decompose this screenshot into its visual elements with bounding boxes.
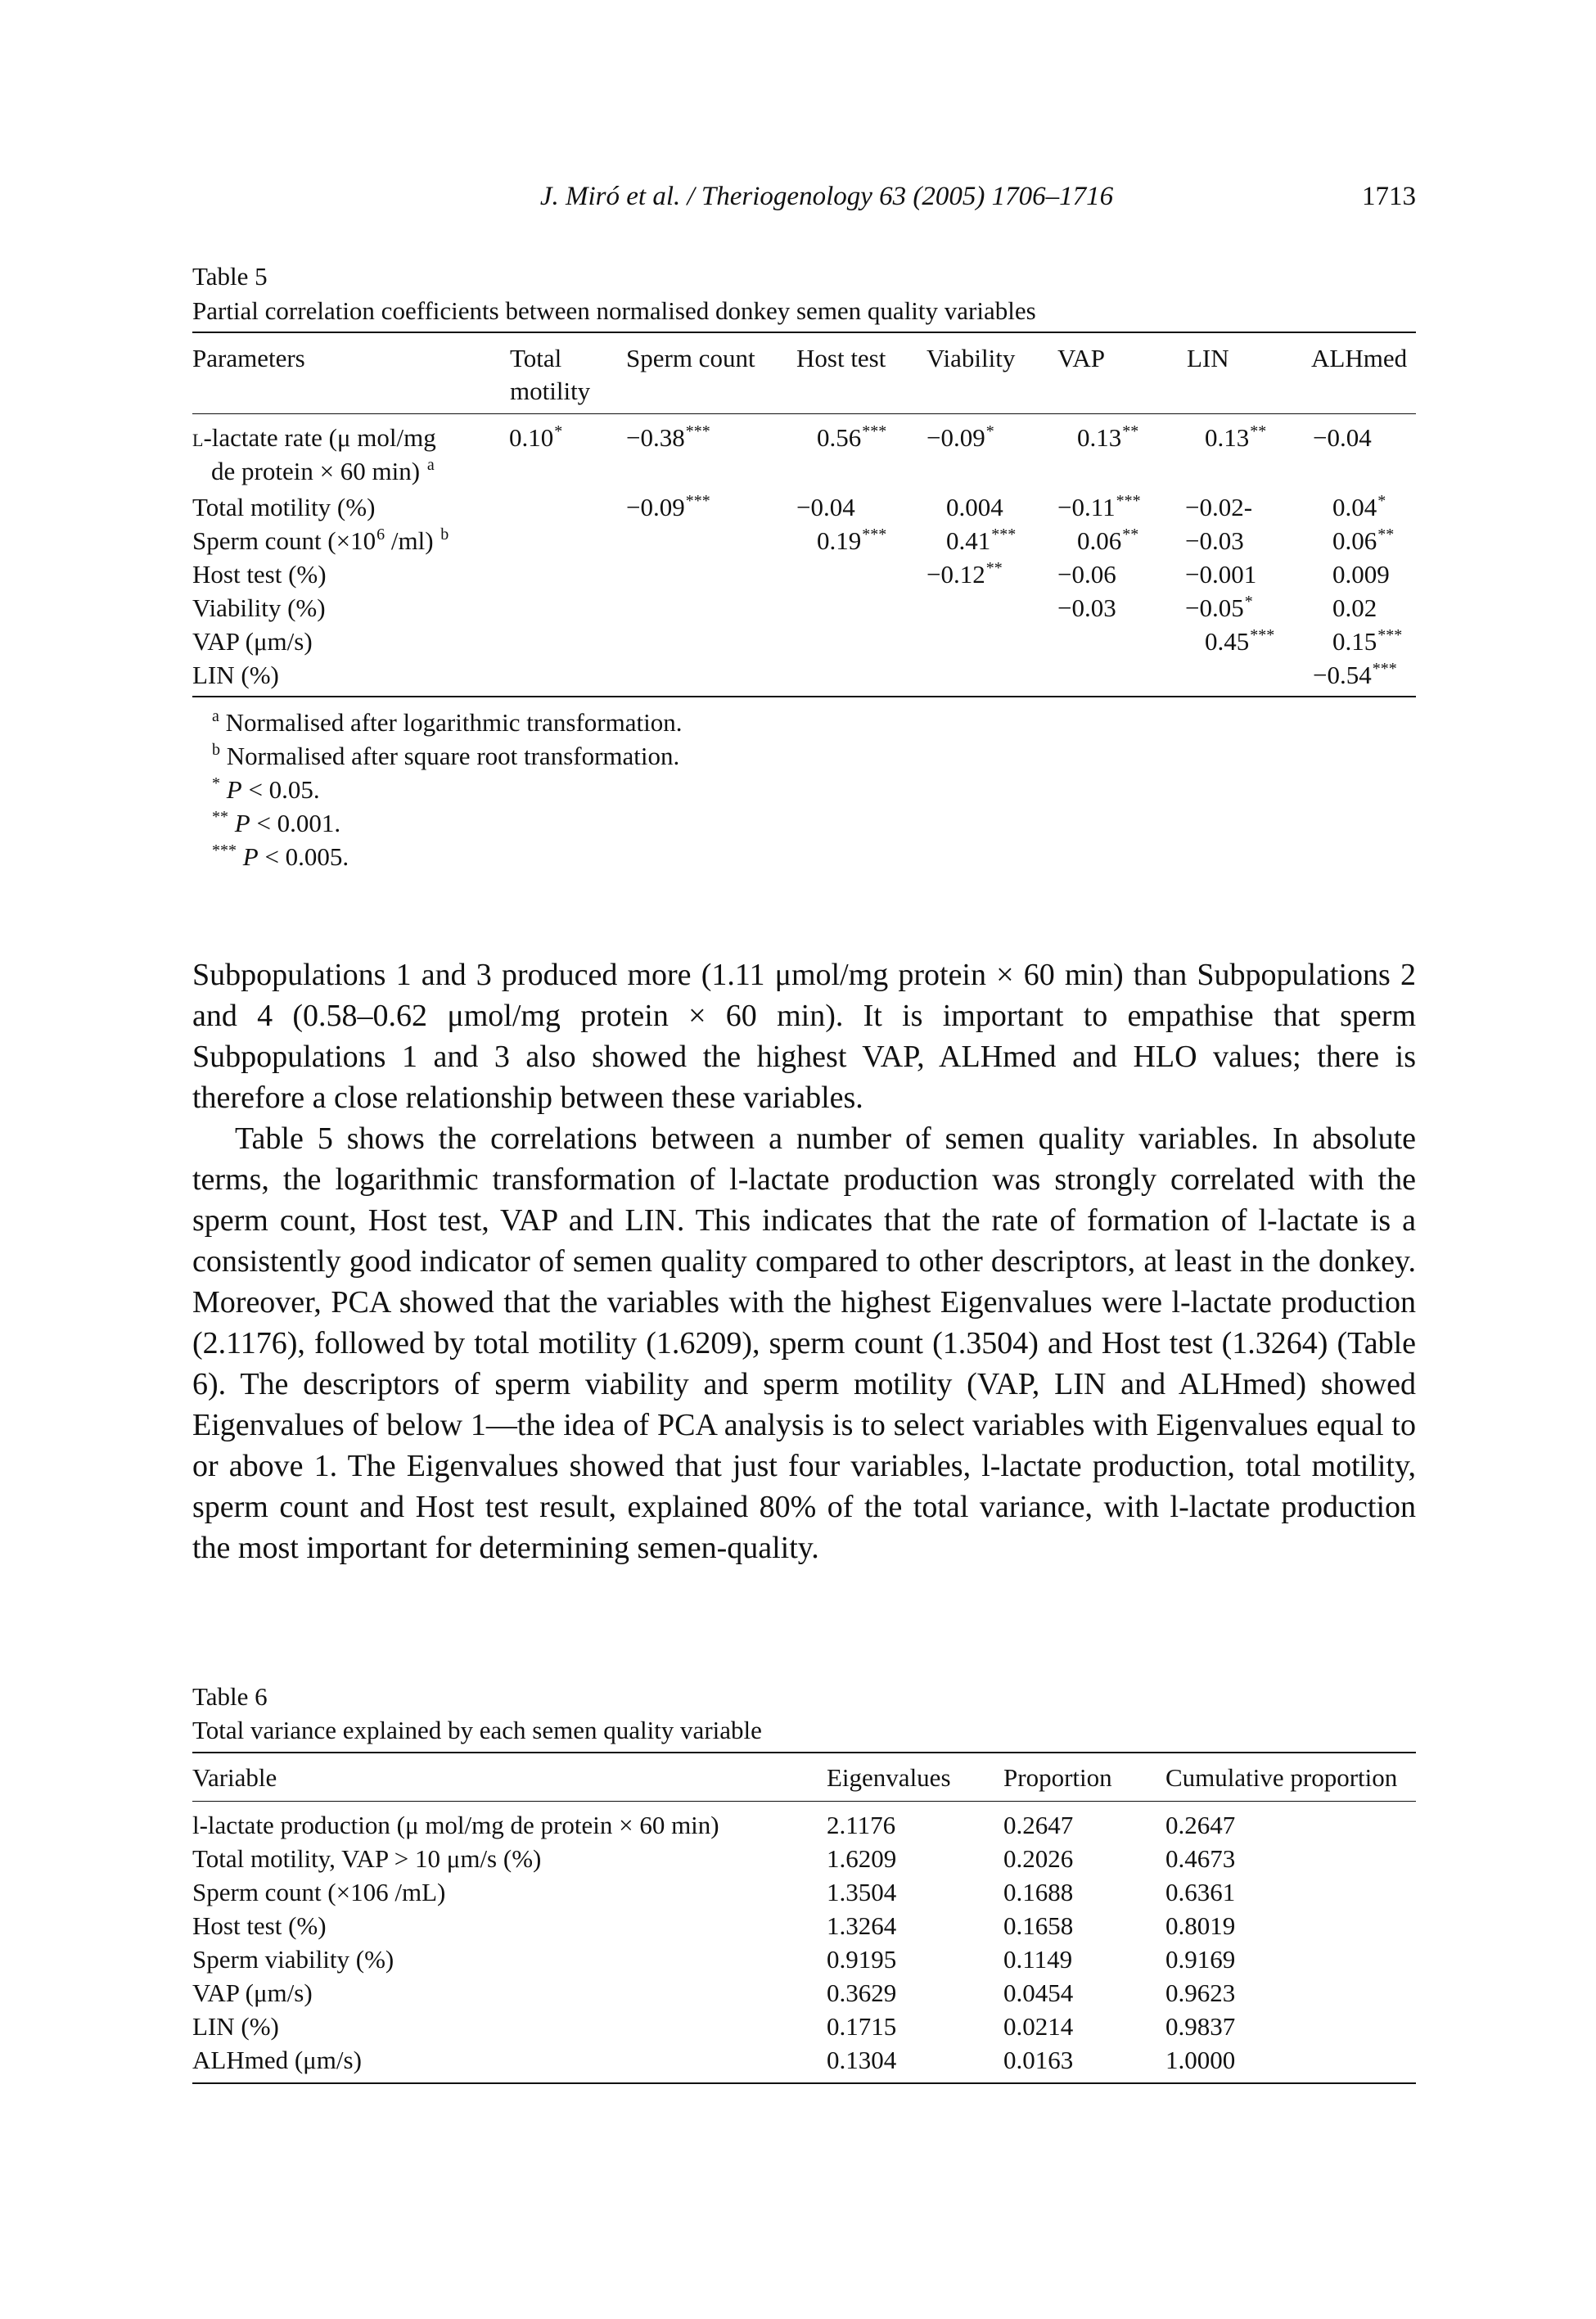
table5-cell: 0.06** (1332, 526, 1395, 555)
table5-bottom-rule (192, 696, 1416, 697)
table6-variable: Sperm count (×106 /mL) (192, 1878, 446, 1906)
table6-proportion: 0.1149 (1003, 1945, 1073, 1974)
table5-row-param: l-lactate rate (μ mol/mg (192, 423, 436, 452)
table6-cumulative: 0.9837 (1165, 2012, 1236, 2041)
table6-col-cumulative: Cumulative proportion (1165, 1763, 1398, 1792)
table6-top-rule (192, 1752, 1416, 1753)
table5-label: Table 5 (192, 262, 268, 291)
table6-variable: VAP (μm/s) (192, 1978, 313, 2007)
body-text (192, 954, 1416, 1568)
table6-variable: LIN (%) (192, 2012, 279, 2041)
table6-proportion: 0.1658 (1003, 1911, 1074, 1940)
table6-variable: Host test (%) (192, 1911, 327, 1940)
table6-variable: l-lactate production (μ mol/mg de protein × 60 min) (192, 1811, 719, 1839)
table5-footnote-b: $^b$ Normalised after square root transformation. (212, 741, 680, 770)
table5-row-param: Sperm count ($\times 10^6$ /ml) $^b$ (192, 526, 449, 555)
table6-proportion: 0.0454 (1003, 1978, 1074, 2007)
table6-col-eigenvalues: Eigenvalues (827, 1763, 951, 1792)
table5-cell: 0.13** (1205, 422, 1267, 452)
table5-row-param: Host test (%) (192, 560, 327, 589)
table6-col-variable: Variable (192, 1763, 277, 1792)
table5-footnote-p1: * P < 0.05. (212, 774, 320, 804)
table6-eigenvalue: 0.1304 (827, 2046, 897, 2074)
table6-eigenvalue: 0.9195 (827, 1945, 897, 1974)
table5-cell: 0.02 (1332, 593, 1377, 622)
table5-col-vap: VAP (1057, 344, 1106, 372)
table5-cell: −0.001 (1185, 560, 1257, 589)
table5-cell: −0.54*** (1313, 660, 1397, 689)
page-number: 1713 (1362, 182, 1416, 211)
table6-eigenvalue: 1.3264 (827, 1911, 897, 1940)
table5-cell: −0.04 (796, 493, 855, 521)
table6-cumulative: 0.9623 (1165, 1978, 1236, 2007)
table6-cumulative: 0.6361 (1165, 1878, 1236, 1906)
table5-footnote-a: $^a$ Normalised after logarithmic transformation. (212, 707, 683, 737)
paragraph-2: Table 5 shows the correlations between a number of semen quality variables. In absolute terms, the logarithmic transformation of l-lactate production was strongly correlated with the sperm count, Host test, VAP and LIN. This indicates that the rate of formation of l-lactate is a consistently good indicator of semen quality compared to other descriptors, at least in the donkey. Moreover, PCA showed that the variables with the highest Eigenvalues were l-lactate production (2.1176), followed by total motility (1.6209), sperm count (1.3504) and Host test (1.3264) (Table 6). The descriptors of sperm viability and sperm motility (VAP, LIN and ALHmed) showed Eigenvalues of below 1—the idea of PCA analysis is to select variables with Eigenvalues equal to or above 1. The Eigenvalues showed that just four variables, l-lactate production, total motility, sperm count and Host test result, explained 80% of the total variance, with l-lactate production the most important for determining semen-quality. (192, 1121, 1416, 1565)
table6-label: Table 6 (192, 1682, 268, 1711)
table5-cell: −0.03 (1185, 526, 1244, 555)
table6-header-rule (192, 1801, 1416, 1802)
table6-eigenvalue: 1.3504 (827, 1878, 897, 1906)
table5-row-param-cont: de protein × 60 min) $^a$ (211, 456, 435, 485)
table5-cell: 0.41*** (946, 526, 1017, 555)
table5-col-host-test: Host test (796, 344, 886, 372)
table5-cell: −0.09* (926, 422, 994, 452)
table5-footnote-p2: ** P < 0.001. (212, 808, 341, 837)
table5-caption: Partial correlation coefficients between normalised donkey semen quality variables (192, 296, 1036, 325)
table5-cell: −0.09*** (626, 492, 710, 521)
table5-cell: −0.02- (1185, 493, 1253, 521)
table5-cell: 0.19*** (817, 526, 887, 555)
table6-caption: Total variance explained by each semen quality variable (192, 1716, 762, 1744)
table5-footnote-p3: *** P < 0.005. (212, 841, 349, 871)
table5-row-param: Viability (%) (192, 593, 326, 622)
table5-cell: 0.15*** (1332, 626, 1403, 656)
table5-col-alhmed: ALHmed (1311, 344, 1408, 372)
table5-cell: 0.13** (1077, 422, 1139, 452)
table6-eigenvalue: 0.3629 (827, 1978, 897, 2007)
table6-proportion: 0.0214 (1003, 2012, 1074, 2041)
table5-cell: 0.06** (1077, 526, 1139, 555)
table6-proportion: 0.0163 (1003, 2046, 1074, 2074)
table5-cell: −0.04 (1313, 423, 1372, 452)
table6-variable: ALHmed (μm/s) (192, 2046, 362, 2074)
table5-cell: 0.009 (1332, 560, 1390, 589)
table5-header-rule (192, 413, 1416, 414)
table6-variable: Sperm viability (%) (192, 1945, 394, 1974)
table5-col-viability: Viability (926, 344, 1016, 372)
table5-col-lin: LIN (1187, 344, 1229, 372)
table5-col-total-motility: Total motility (510, 344, 591, 405)
table5-cell: 0.56*** (817, 422, 887, 452)
table5-col-parameters: Parameters (192, 344, 305, 372)
table6-proportion: 0.2647 (1003, 1811, 1074, 1839)
table6-proportion: 0.2026 (1003, 1844, 1074, 1873)
table6-proportion: 0.1688 (1003, 1878, 1074, 1906)
table5-row-param: VAP (μm/s) (192, 627, 313, 656)
table6-cumulative: 0.2647 (1165, 1811, 1236, 1839)
table5-cell: −0.06 (1057, 560, 1116, 589)
table6-cumulative: 0.4673 (1165, 1844, 1236, 1873)
table5-cell: 0.004 (946, 493, 1003, 521)
table6-eigenvalue: 1.6209 (827, 1844, 897, 1873)
table5-cell: −0.05* (1185, 593, 1253, 622)
table5-row-param: LIN (%) (192, 661, 279, 689)
table5-cell: −0.11*** (1057, 492, 1141, 521)
table6-cumulative: 1.0000 (1165, 2046, 1236, 2074)
table5-cell: 0.04* (1332, 492, 1386, 521)
table6-eigenvalue: 2.1176 (827, 1811, 896, 1839)
table6-cumulative: 0.8019 (1165, 1911, 1236, 1940)
table5-row-param: Total motility (%) (192, 493, 376, 521)
table5-col-sperm-count: Sperm count (626, 344, 755, 372)
running-title: J. Miró et al. / Theriogenology 63 (2005) 1706–1716 (539, 182, 1114, 211)
table6-cumulative: 0.9169 (1165, 1945, 1236, 1974)
paragraph-1: Subpopulations 1 and 3 produced more (1.11 μmol/mg protein × 60 min) than Subpopulations 2 and 4 (0.58–0.62 μmol/mg protein × 60 min). It is important to empathise that sperm Subpopulations 1 and 3 also showed the highest VAP, ALHmed and HLO values; there is therefore a close relationship between these variables. (192, 958, 1416, 1115)
table6-col-proportion: Proportion (1003, 1763, 1112, 1792)
table6-bottom-rule (192, 2082, 1416, 2084)
table5-cell: −0.03 (1057, 593, 1116, 622)
table5-cell: −0.38*** (626, 422, 710, 452)
table5-cell: 0.45*** (1205, 626, 1275, 656)
table6-variable: Total motility, VAP > 10 μm/s (%) (192, 1844, 542, 1873)
table5-cell: 0.10* (509, 422, 563, 452)
table5-top-rule (192, 332, 1416, 333)
table5-cell: −0.12** (926, 559, 1003, 589)
table6-eigenvalue: 0.1715 (827, 2012, 897, 2041)
